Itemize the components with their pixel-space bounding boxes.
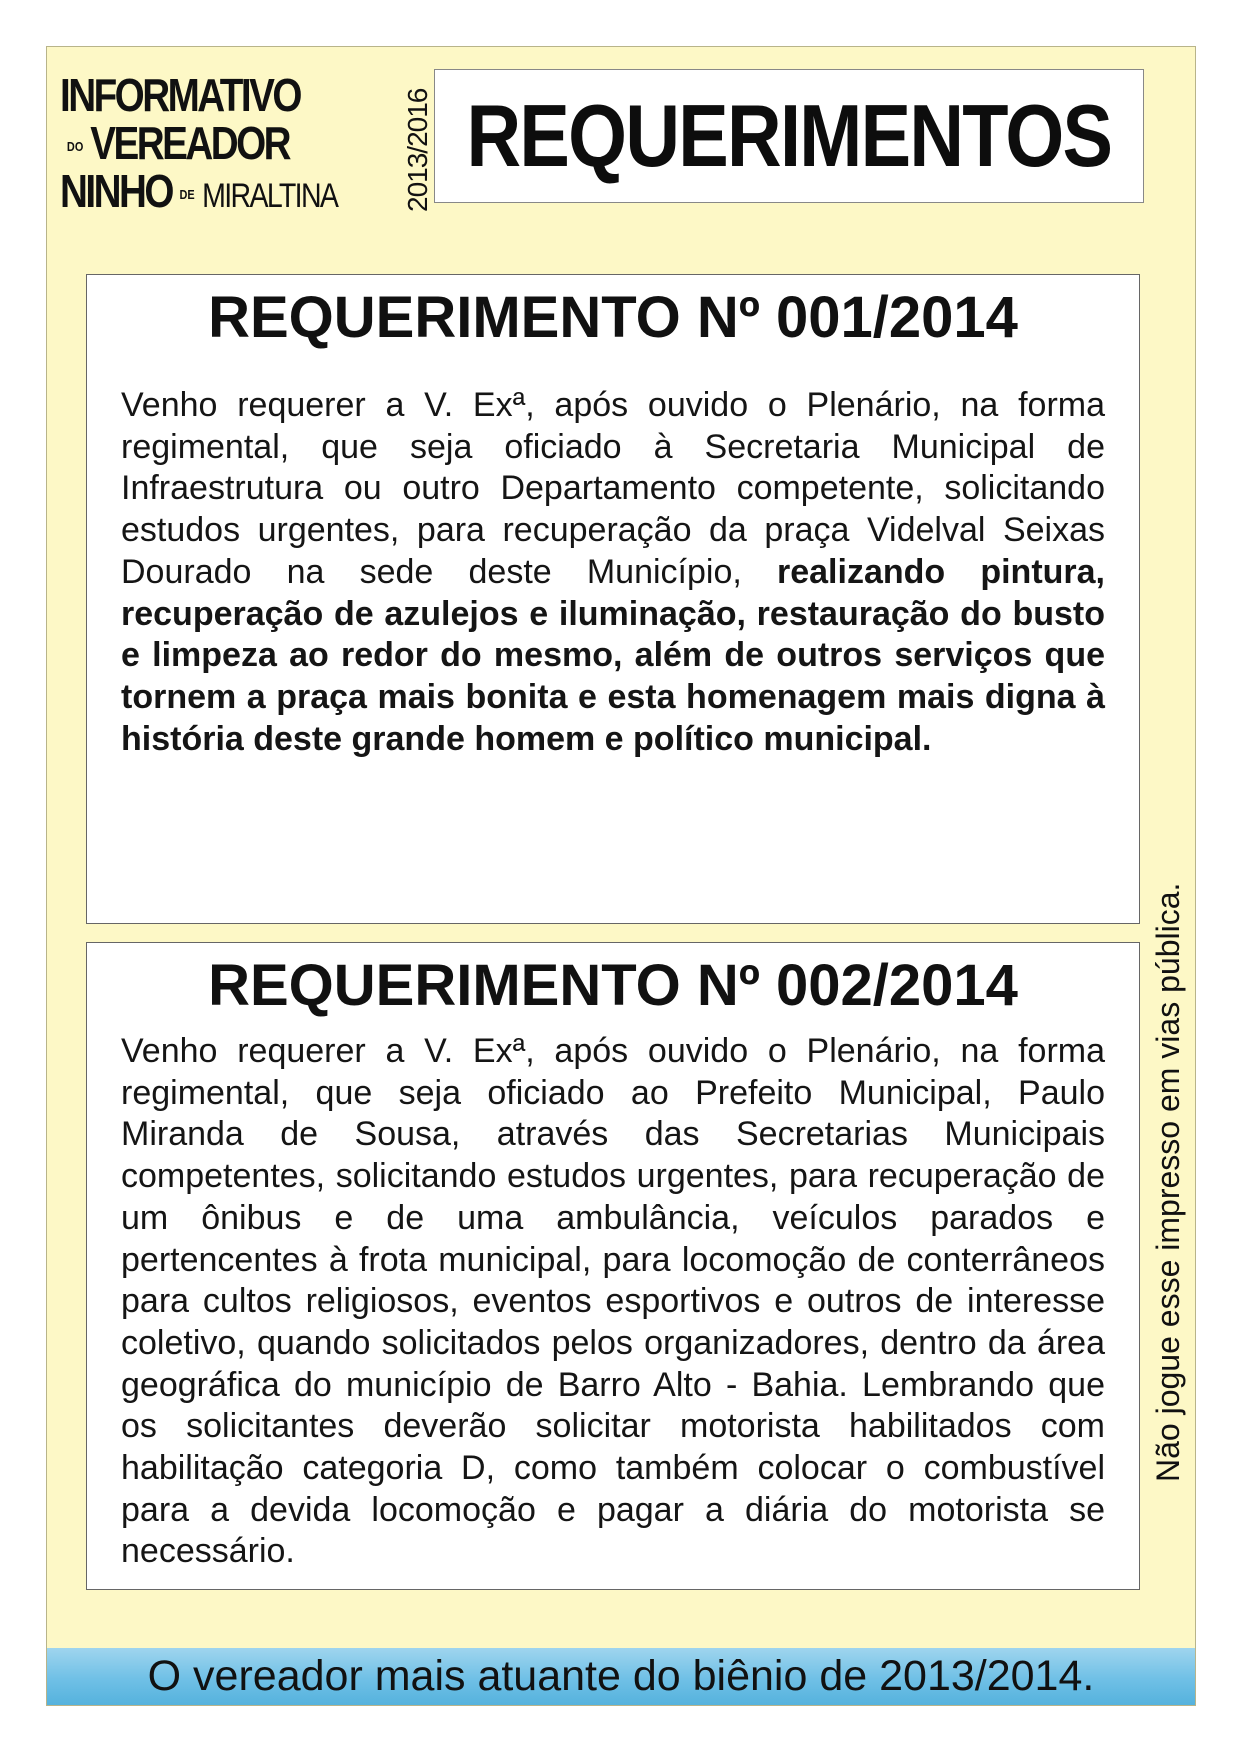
logo-line-ninho bbox=[60, 164, 337, 218]
header-box bbox=[434, 69, 1144, 203]
side-note: Não jogue esse impresso em vias pública. bbox=[1150, 882, 1186, 1482]
request-box-002 bbox=[86, 942, 1140, 1590]
request-title: REQUERIMENTO Nº 002/2014 bbox=[208, 953, 1018, 1018]
request-box-001 bbox=[86, 274, 1140, 924]
request-body-bold: realizando pintura, recuperação de azulejos e iluminação, restauração do busto e limpeza ao redor do mesmo, além de outros serviços que tornem a praça mais bonita e esta homenagem mais digna à história deste grande homem e político municipal. bbox=[121, 552, 1105, 758]
logo-word-de: DE bbox=[179, 187, 195, 203]
logo-word-vereador: VEREADOR bbox=[90, 117, 290, 169]
footer-slogan: O vereador mais atuante do biênio de 2013/2014. bbox=[147, 1652, 1095, 1700]
logo-line-vereador bbox=[60, 116, 289, 170]
request-body bbox=[121, 385, 1105, 760]
request-title: REQUERIMENTO Nº 001/2014 bbox=[208, 285, 1018, 350]
logo-years: 2013/2016 bbox=[402, 88, 433, 212]
logo-word-do: DO bbox=[66, 139, 84, 155]
logo-line-informativo: INFORMATIVO bbox=[60, 69, 300, 121]
page-title: REQUERIMENTOS bbox=[466, 86, 1112, 185]
newsletter-logo bbox=[60, 68, 433, 217]
logo-word-miraltina: MIRALTINA bbox=[202, 177, 338, 215]
logo-word-ninho: NINHO bbox=[60, 165, 172, 217]
request-body bbox=[121, 1031, 1105, 1573]
footer-band bbox=[47, 1648, 1195, 1705]
request-body-regular: Venho requerer a V. Exª, após ouvido o Plenário, na forma regimental, que seja oficiado à Secretaria Municipal de Infraestrutura ou outro Departamento competente, solicitando estudos urgentes, para recuperação da praça Videlval Seixas Dourado na sede deste Município, bbox=[121, 386, 1105, 591]
request-body-regular: Venho requerer a V. Exª, após ouvido o Plenário, na forma regimental, que seja oficiado ao Prefeito Municipal, Paulo Miranda de Sousa, através das Secretarias Municipais competentes, solicitando estudos urgentes, para recuperação de um ônibus e de uma ambulância, veículos parados e pertencentes à frota municipal, para locomoção de conterrâneos para cultos religiosos, eventos esportivos e outros de interesse coletivo, quando solicitados pelos organizadores, dentro da área geográfica do município de Barro Alto - Bahia. Lembrando que os solicitantes deverão solicitar motorista habilitados com habilitação categoria D, como também colocar o combustível para a devida locomoção e pagar a diária do motorista se necessário. bbox=[121, 1032, 1105, 1571]
